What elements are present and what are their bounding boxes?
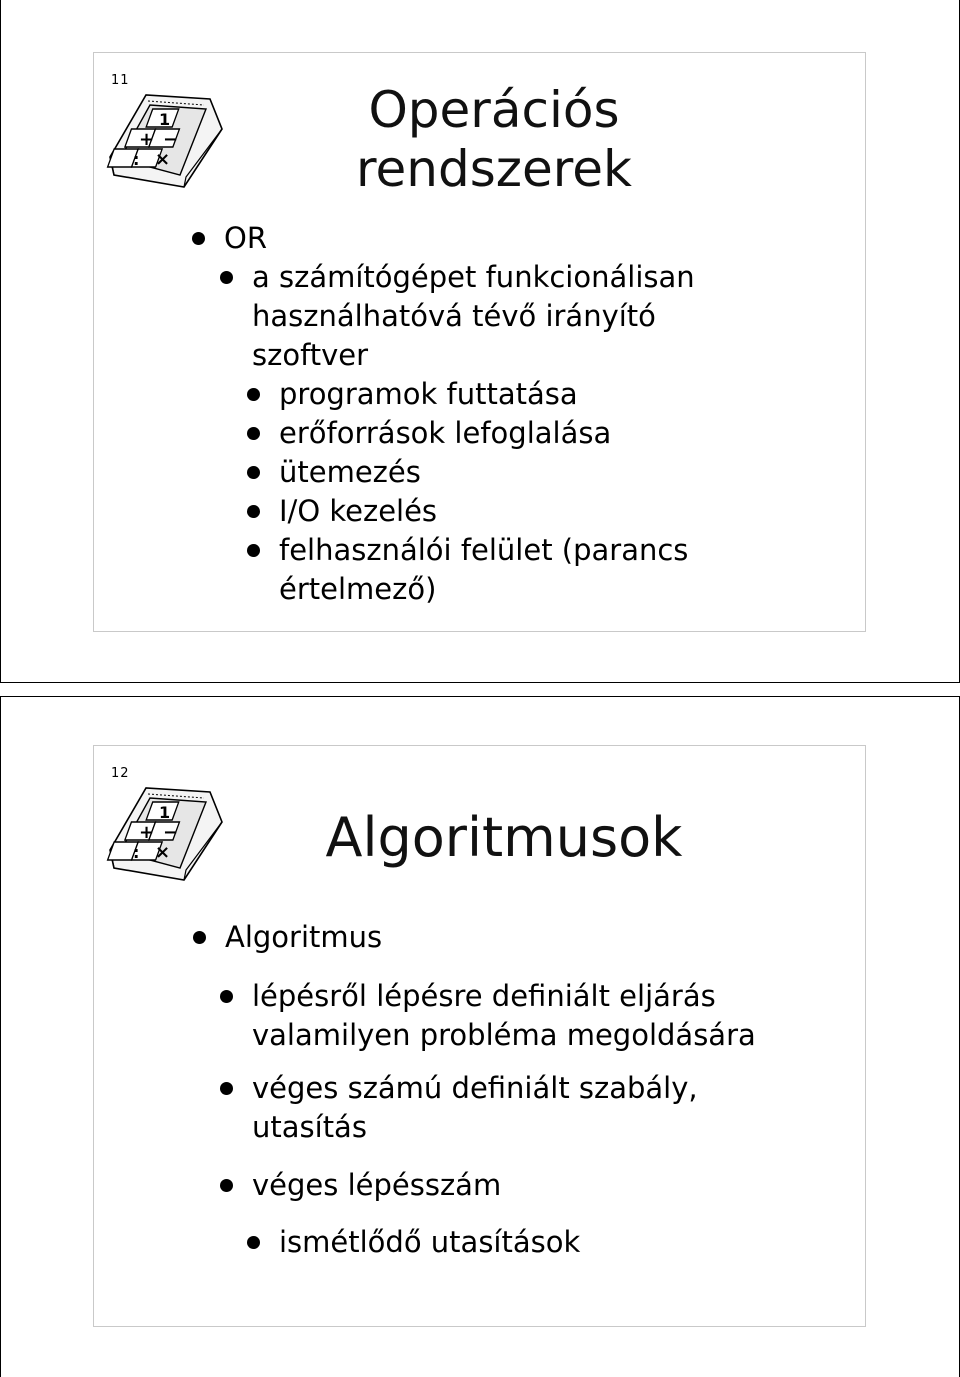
bullet-line: felhasználói felület (parancs <box>279 533 689 567</box>
key-label: × <box>155 149 171 170</box>
key-label: 1 <box>159 803 171 822</box>
slide-11 <box>93 52 866 632</box>
key-label: − <box>163 822 179 843</box>
slide-title: Algoritmusok <box>325 806 683 869</box>
bullet-item <box>252 258 695 375</box>
bullet-line: lépésről lépésre definiált eljárás <box>252 979 716 1013</box>
bullet-text: véges lépésszám <box>252 1168 502 1202</box>
bullet-item <box>279 453 421 492</box>
bullet-line: utasítás <box>252 1110 367 1144</box>
bullet-text: erőforrások lefoglalása <box>279 416 612 450</box>
bullet-text: programok futtatása <box>279 377 578 411</box>
key-label: + <box>139 129 155 150</box>
bullet-text: ismétlődő utasítások <box>279 1225 581 1259</box>
bullet-item <box>252 1069 698 1147</box>
slide-title-line: Operációs <box>368 81 620 139</box>
bullet-item <box>225 918 382 957</box>
slide-number: 11 <box>111 73 130 88</box>
bullet-item <box>279 492 437 531</box>
bullet-item <box>279 375 578 414</box>
bullet-line: használhatóvá tévő irányító <box>252 299 656 333</box>
bullet-text: Algoritmus <box>225 920 383 954</box>
bullet-line: véges számú definiált szabály, <box>252 1071 698 1105</box>
bullet-item <box>224 219 267 258</box>
slide-title-line: rendszerek <box>356 139 632 198</box>
slide-number: 12 <box>111 766 130 781</box>
bullet-text: OR <box>224 221 267 255</box>
calculator-keypad-icon <box>106 89 226 189</box>
key-label: : <box>133 843 140 862</box>
bullet-item <box>252 977 756 1055</box>
bullet-text: ütemezés <box>279 455 421 489</box>
calculator-keypad-icon <box>106 782 226 882</box>
bullet-text: I/O kezelés <box>279 494 438 528</box>
key-label: × <box>155 842 171 863</box>
bullet-item <box>252 1166 501 1205</box>
slide-12 <box>93 745 866 1327</box>
key-label: + <box>139 822 155 843</box>
bullet-line: a számítógépet funkcionálisan <box>252 260 695 294</box>
bullet-item <box>279 414 611 453</box>
slide-title <box>294 81 694 198</box>
bullet-line: valamilyen probléma megoldására <box>252 1018 756 1052</box>
bullet-item <box>279 1223 580 1262</box>
bullet-line: értelmező) <box>279 572 437 606</box>
key-label: − <box>163 129 179 150</box>
key-label: : <box>133 150 140 169</box>
bullet-line: szoftver <box>252 338 369 372</box>
bullet-item <box>279 531 688 609</box>
key-label: 1 <box>159 110 171 129</box>
